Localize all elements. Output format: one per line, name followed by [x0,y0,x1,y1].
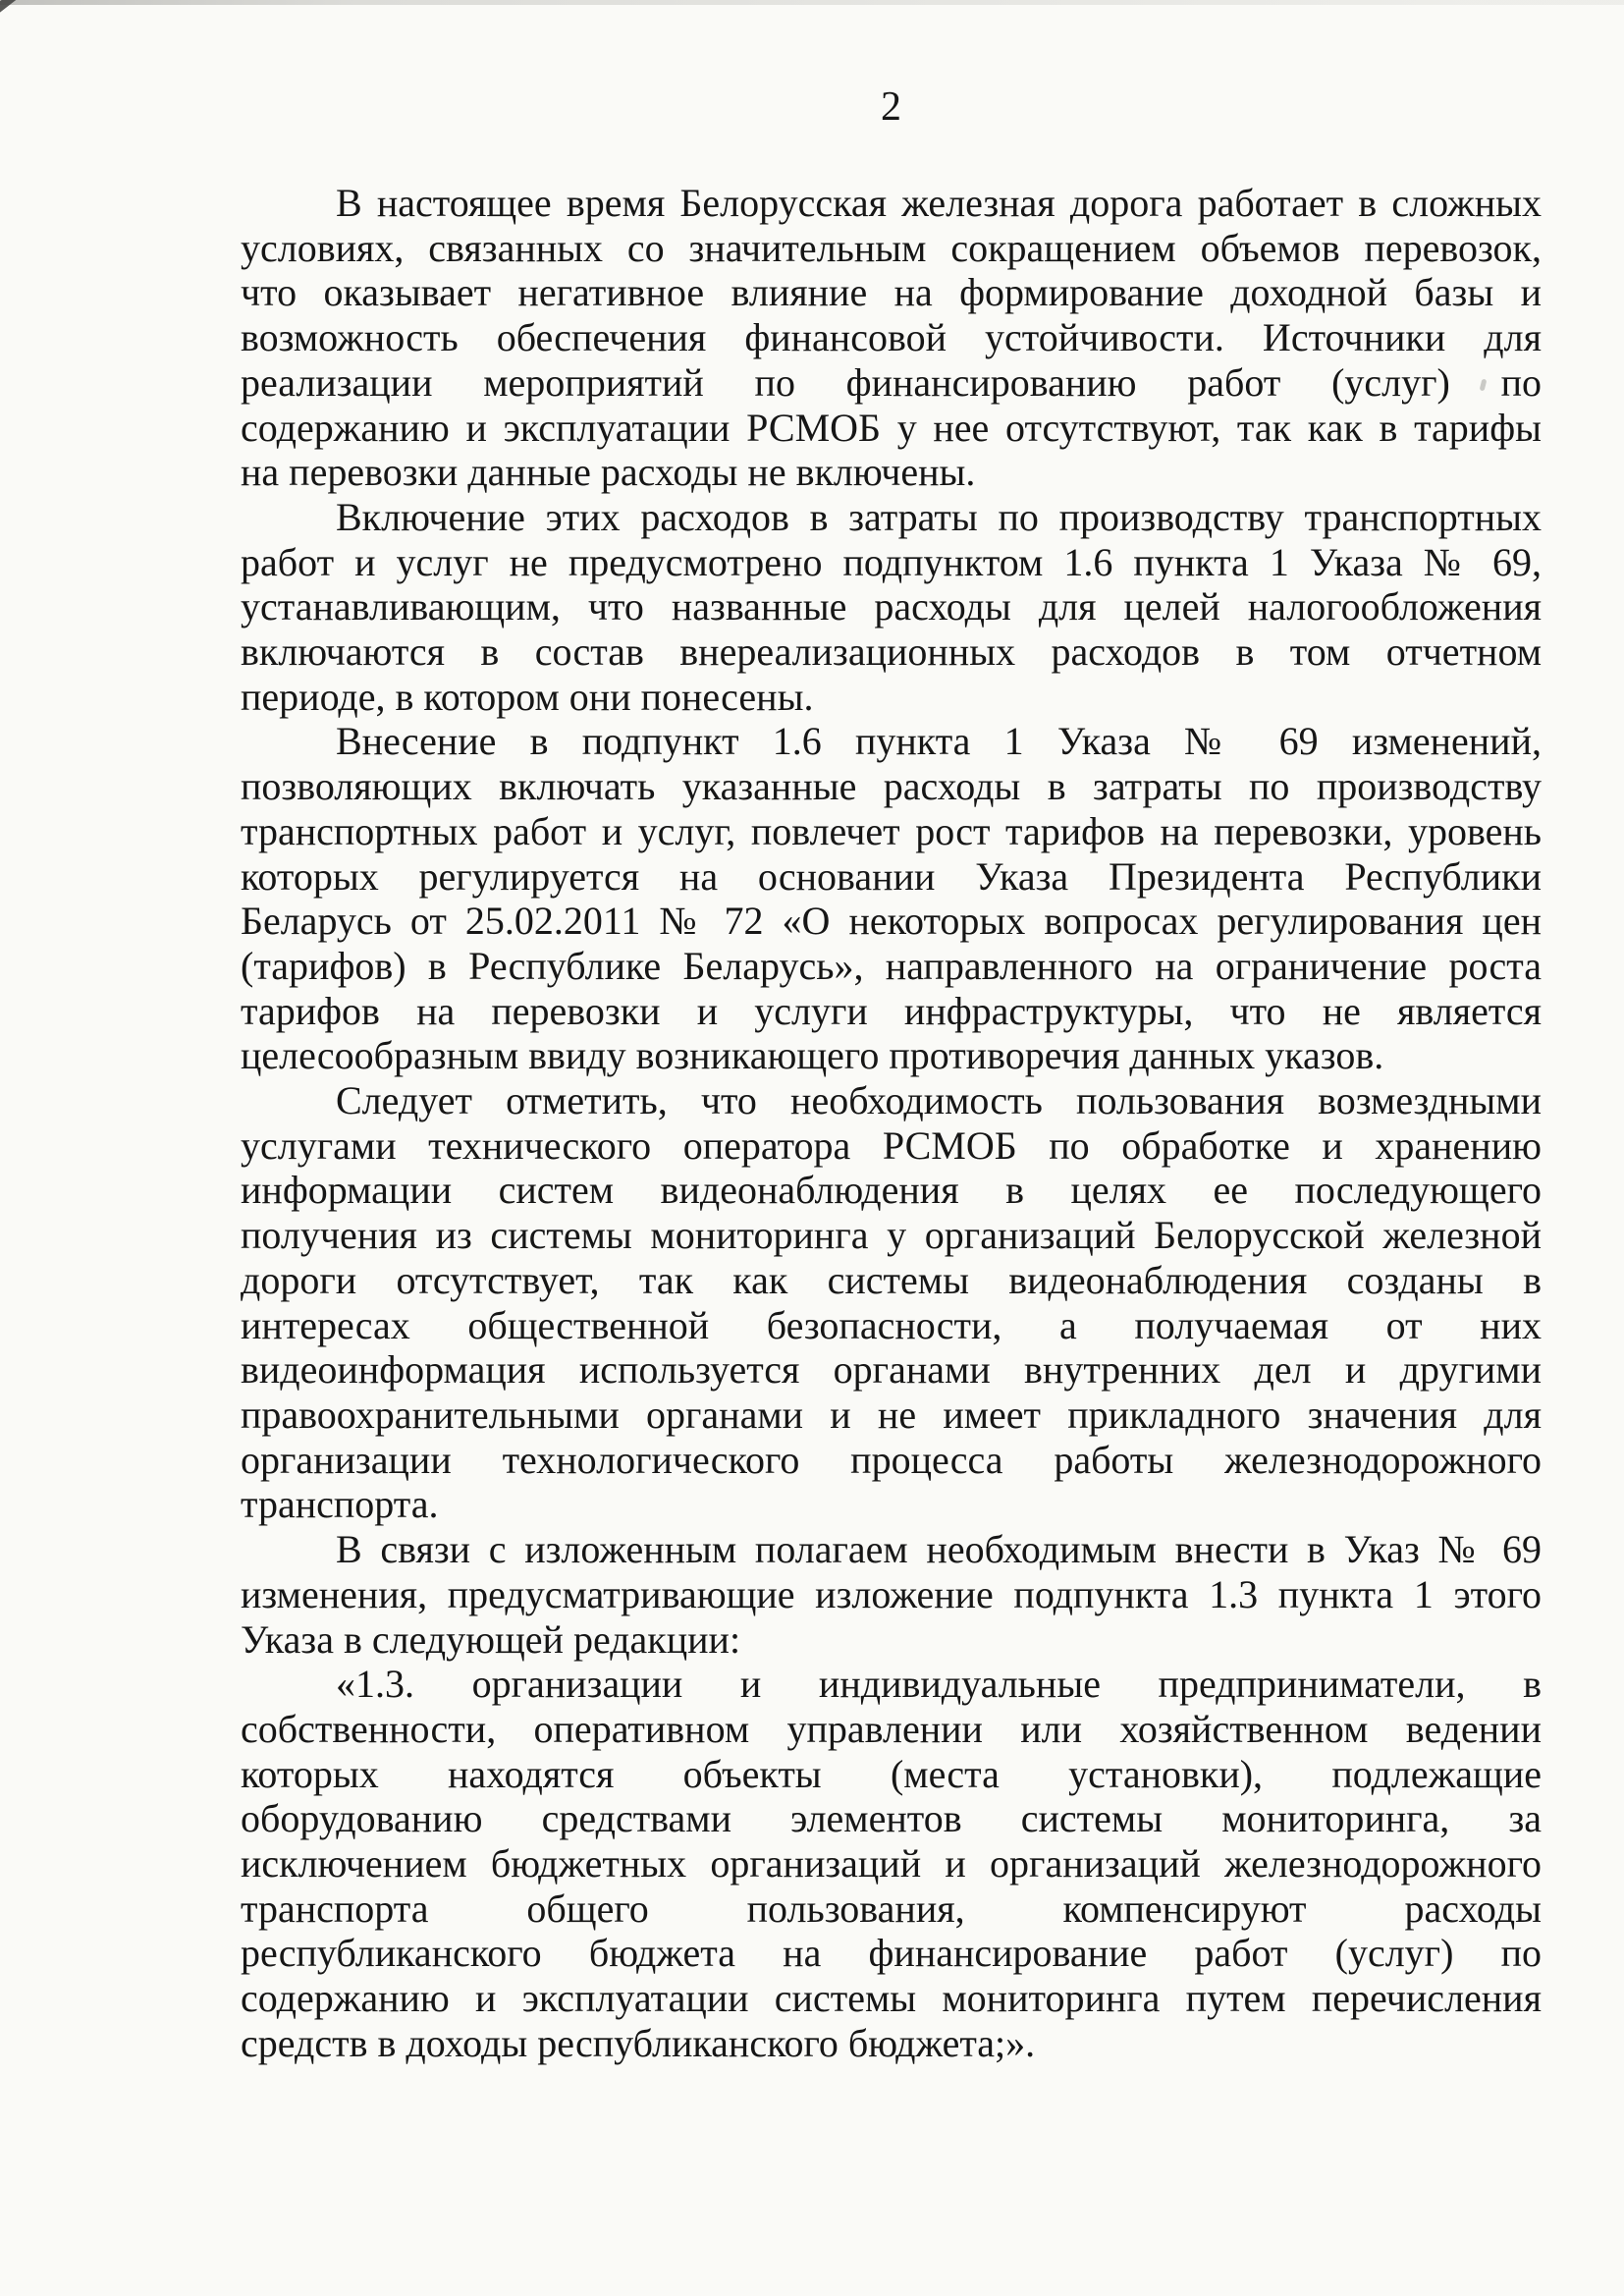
text-line: которых регулируется на основании Указа Президента Республики [241,853,1542,899]
text-line: дороги отсутствует, так как системы видеонаблюдения созданы в [241,1257,1542,1302]
text-line: возможность обеспечения финансовой устойчивости. Источники для [241,315,1542,360]
text-line: что оказывает негативное влияние на формирование доходной базы и [241,270,1542,315]
text-line: которых находятся объекты (места установки), подлежащие [241,1751,1542,1796]
text-line: периоде, в котором они понесены. [241,674,814,719]
text-line: «1.3. организации и индивидуальные предприниматели, в [336,1662,1542,1707]
text-line: Указа в следующей редакции: [241,1616,741,1662]
text-line: средств в доходы республиканского бюджета;». [241,2020,1036,2065]
paragraph [241,1662,1542,2065]
paragraph [241,1078,1542,1527]
text-line: работ и услуг не предусмотрено подпунктом 1.6 пункта 1 Указа № 69, [241,539,1542,584]
text-line: на перевозки данные расходы не включены. [241,450,976,495]
text-line: Внесение в подпункт 1.6 пункта 1 Указа № 69 изменений, [336,719,1542,764]
text-line: интересах общественной безопасности, а получаемая от них [241,1302,1542,1347]
text-line: изменения, предусматривающие изложение подпункта 1.3 пункта 1 этого [241,1571,1542,1616]
paragraph [241,719,1542,1078]
document-body [241,181,1542,2066]
text-line: транспорта. [241,1482,439,1527]
text-line: содержанию и эксплуатации системы мониторинга путем перечисления [241,1976,1542,2021]
text-line: целесообразным ввиду возникающего противоречия данных указов. [241,1033,1384,1078]
text-line: устанавливающим, что названные расходы для целей налогообложения [241,584,1542,629]
text-line: позволяющих включать указанные расходы в затраты по производству [241,764,1542,809]
text-line: тарифов на перевозки и услуги инфраструктуры, что не является [241,988,1542,1033]
scan-artifact-top-edge [0,0,1624,5]
page-number: 2 [881,84,901,130]
text-line: содержанию и эксплуатации РСМОБ у нее отсутствуют, так как в тарифы [241,405,1542,450]
text-line: В настоящее время Белорусская железная дорога работает в сложных [336,181,1542,225]
text-line: условиях, связанных со значительным сокращением объемов перевозок, [241,225,1542,270]
text-line: получения из системы мониторинга у организаций Белорусской железной [241,1213,1542,1258]
text-line: услугами технического оператора РСМОБ по обработке и хранению [241,1122,1542,1168]
text-line: оборудованию средствами элементов системы мониторинга, за [241,1796,1542,1841]
text-line: В связи с изложенным полагаем необходимым внести в Указ № 69 [336,1527,1542,1572]
text-line: организации технологического процесса работы железнодорожного [241,1437,1542,1482]
paragraph [241,181,1542,495]
text-line: республиканского бюджета на финансирование работ (услуг) по [241,1931,1542,1976]
text-line: собственности, оперативном управлении или хозяйственном ведении [241,1706,1542,1751]
text-line: информации систем видеонаблюдения в целях ее последующего [241,1168,1542,1213]
text-line: (тарифов) в Республике Беларусь», направленного на ограничение роста [241,943,1542,988]
text-line: реализации мероприятий по финансированию работ (услуг) по [241,359,1542,405]
text-line: Беларусь от 25.02.2011 № 72 «О некоторых вопросах регулирования цен [241,899,1542,944]
text-line: включаются в состав внереализационных расходов в том отчетном [241,629,1542,675]
text-line: правоохранительными органами и не имеет прикладного значения для [241,1392,1542,1437]
paragraph [241,495,1542,720]
paragraph [241,1527,1542,1662]
text-line: исключением бюджетных организаций и организаций железнодорожного [241,1841,1542,1886]
text-line: Включение этих расходов в затраты по производству транспортных [336,494,1542,539]
text-line: Следует отметить, что необходимость пользования возмездными [336,1078,1542,1123]
text-line: транспорта общего пользования, компенсируют расходы [241,1886,1542,1931]
text-line: видеоинформация используется органами внутренних дел и другими [241,1347,1542,1393]
text-line: транспортных работ и услуг, повлечет рост тарифов на перевозки, уровень [241,808,1542,853]
